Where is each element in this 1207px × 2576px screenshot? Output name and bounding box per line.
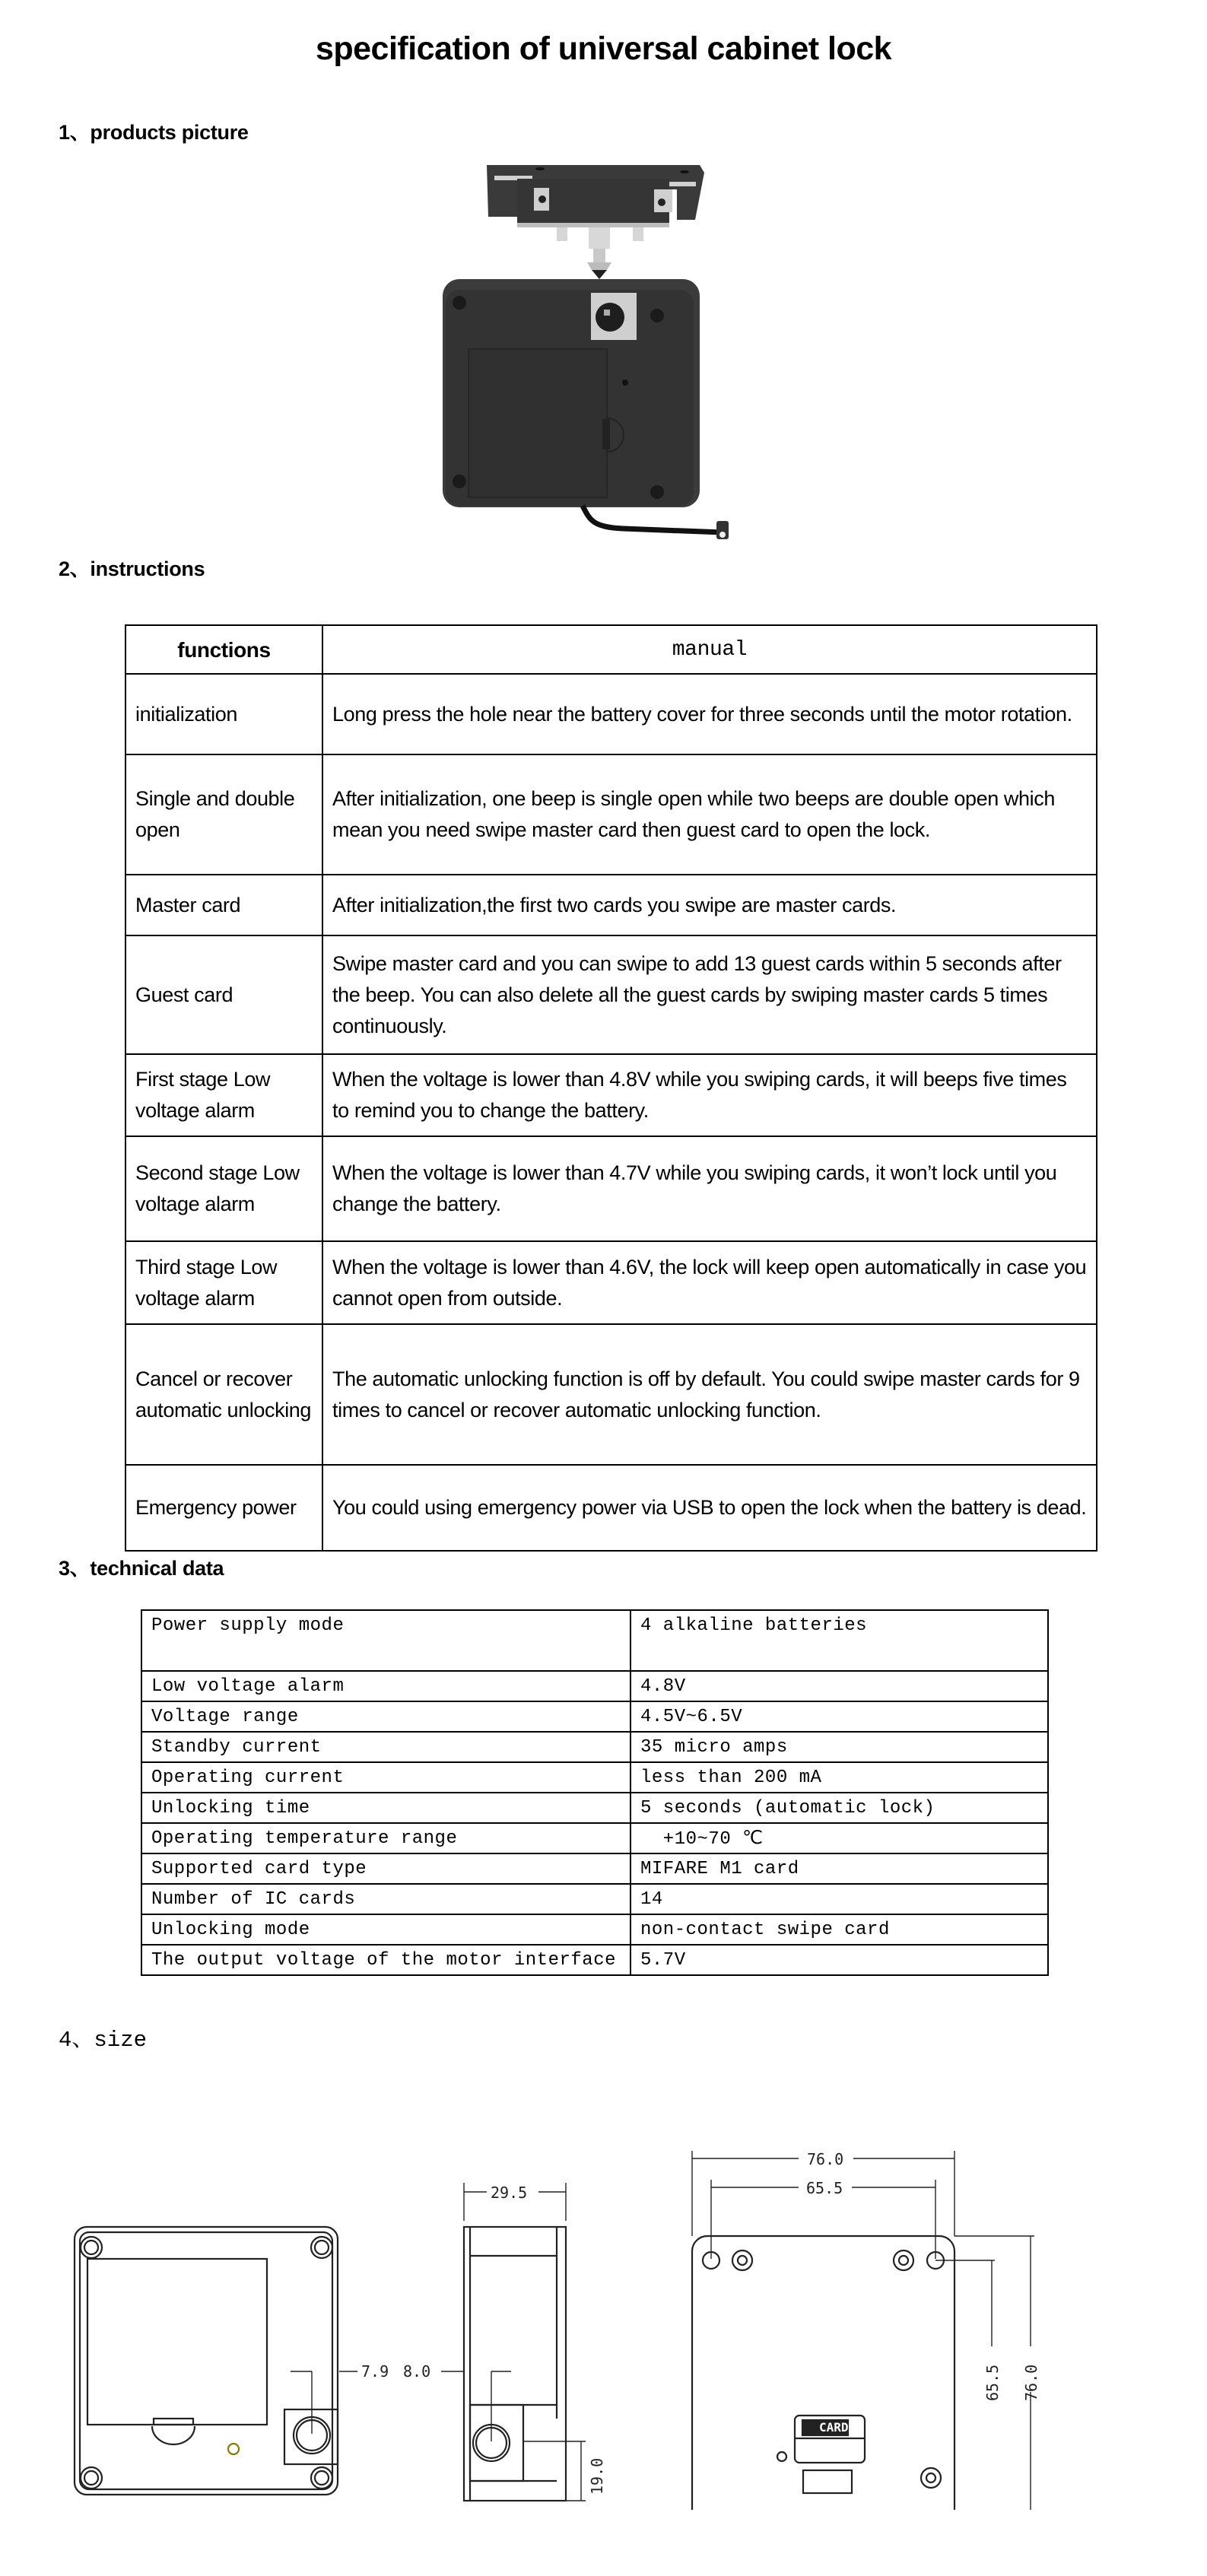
product-image bbox=[403, 156, 730, 589]
table-row bbox=[141, 1914, 1048, 1945]
manual-cell: You could using emergency power via USB to open the lock when the battery is dead. bbox=[322, 1465, 1097, 1551]
table-row bbox=[141, 1732, 1048, 1762]
table-row bbox=[125, 935, 1097, 1054]
manual-cell: The automatic unlocking function is off by default. You could swipe master cards for 9 times to cancel or recover automatic unlocking function. bbox=[322, 1324, 1097, 1465]
page-title: specification of universal cabinet lock bbox=[315, 30, 892, 67]
instructions-table bbox=[125, 624, 1097, 1552]
spec-value: 35 micro amps bbox=[630, 1732, 1048, 1762]
spec-key: Operating temperature range bbox=[141, 1823, 630, 1853]
front-view-drawing bbox=[68, 2206, 418, 2510]
header-functions: functions bbox=[125, 625, 322, 674]
table-row bbox=[141, 1853, 1048, 1884]
spec-key: Operating current bbox=[141, 1762, 630, 1793]
function-cell: Emergency power bbox=[125, 1465, 322, 1551]
table-row bbox=[125, 1324, 1097, 1465]
card-label: CARD bbox=[819, 2420, 849, 2435]
table-row bbox=[141, 1610, 1048, 1671]
spec-key: Low voltage alarm bbox=[141, 1671, 630, 1701]
spec-value: 4.8V bbox=[630, 1671, 1048, 1701]
section-heading-instructions: 2、instructions bbox=[59, 557, 205, 580]
table-row bbox=[125, 1465, 1097, 1551]
spec-key: The output voltage of the motor interface bbox=[141, 1945, 630, 1975]
table-row bbox=[125, 1136, 1097, 1241]
dimension-label: 8.0 bbox=[403, 2362, 431, 2381]
side-view-drawing bbox=[403, 2175, 646, 2510]
spec-value: 5 seconds (automatic lock) bbox=[630, 1793, 1048, 1823]
table-row bbox=[141, 1762, 1048, 1793]
manual-cell: Swipe master card and you can swipe to add 13 guest cards within 5 seconds after the beep. You can also delete all the guest cards by swiping master cards 5 times continuously. bbox=[322, 935, 1097, 1054]
spec-key: Unlocking time bbox=[141, 1793, 630, 1823]
function-cell: initialization bbox=[125, 674, 322, 754]
spec-value: 4.5V~6.5V bbox=[630, 1701, 1048, 1732]
section-heading-technical-data: 3、technical data bbox=[59, 1557, 224, 1580]
manual-cell: After initialization, one beep is single open while two beeps are double open which mean you need swipe master card then guest card to open the lock. bbox=[322, 754, 1097, 875]
spec-value: non-contact swipe card bbox=[630, 1914, 1048, 1945]
dimension-label: 65.5 bbox=[983, 2364, 1002, 2401]
spec-key: Number of IC cards bbox=[141, 1884, 630, 1914]
section-heading-products-picture: 1、products picture bbox=[59, 121, 249, 144]
lock-body-illustration bbox=[443, 279, 729, 539]
dimension-label: 76.0 bbox=[807, 2150, 844, 2168]
back-view-vertical-labels bbox=[958, 2346, 1050, 2422]
function-cell: Master card bbox=[125, 875, 322, 935]
table-row bbox=[125, 674, 1097, 754]
manual-cell: After initialization,the first two cards you swipe are master cards. bbox=[322, 875, 1097, 935]
function-cell: Third stage Low voltage alarm bbox=[125, 1241, 322, 1324]
spec-key: Supported card type bbox=[141, 1853, 630, 1884]
table-row bbox=[141, 1823, 1048, 1853]
spec-value: MIFARE M1 card bbox=[630, 1853, 1048, 1884]
table-row bbox=[141, 1701, 1048, 1732]
spec-key: Unlocking mode bbox=[141, 1914, 630, 1945]
function-cell: First stage Low voltage alarm bbox=[125, 1054, 322, 1136]
dimension-label: 76.0 bbox=[1022, 2364, 1040, 2401]
table-row bbox=[125, 1241, 1097, 1324]
table-row bbox=[125, 875, 1097, 935]
dimension-label: 65.5 bbox=[806, 2179, 843, 2197]
function-cell: Cancel or recover automatic unlocking bbox=[125, 1324, 322, 1465]
table-row bbox=[125, 754, 1097, 875]
instructions-header-row bbox=[125, 625, 1097, 674]
function-cell: Single and double open bbox=[125, 754, 322, 875]
manual-cell: When the voltage is lower than 4.7V while you swiping cards, it won’t lock until you change the battery. bbox=[322, 1136, 1097, 1241]
table-row bbox=[141, 1884, 1048, 1914]
manual-cell: When the voltage is lower than 4.6V, the lock will keep open automatically in case you cannot open from outside. bbox=[322, 1241, 1097, 1324]
table-row bbox=[141, 1793, 1048, 1823]
manual-cell: Long press the hole near the battery cover for three seconds until the motor rotation. bbox=[322, 674, 1097, 754]
spec-value: 4 alkaline batteries bbox=[630, 1610, 1048, 1671]
strike-plate-illustration bbox=[487, 165, 704, 279]
section-heading-size: 4、size bbox=[59, 2028, 148, 2053]
function-cell: Guest card bbox=[125, 935, 322, 1054]
spec-key: Power supply mode bbox=[141, 1610, 630, 1671]
technical-data-table bbox=[141, 1609, 1049, 1976]
dimension-label: 29.5 bbox=[491, 2184, 528, 2202]
spec-value: 14 bbox=[630, 1884, 1048, 1914]
manual-cell: When the voltage is lower than 4.8V while you swiping cards, it will beeps five times to remind you to change the battery. bbox=[322, 1054, 1097, 1136]
dimension-label: 19.0 bbox=[588, 2457, 606, 2495]
spec-value: 5.7V bbox=[630, 1945, 1048, 1975]
function-cell: Second stage Low voltage alarm bbox=[125, 1136, 322, 1241]
table-row bbox=[141, 1945, 1048, 1975]
spec-value: less than 200 mA bbox=[630, 1762, 1048, 1793]
dimension-label: 7.9 bbox=[361, 2362, 389, 2381]
table-row bbox=[141, 1671, 1048, 1701]
header-manual: manual bbox=[322, 625, 1097, 674]
table-row bbox=[125, 1054, 1097, 1136]
spec-key: Standby current bbox=[141, 1732, 630, 1762]
spec-key: Voltage range bbox=[141, 1701, 630, 1732]
spec-value: +10~70 ℃ bbox=[630, 1823, 1048, 1853]
back-view-drawing bbox=[677, 2145, 1057, 2510]
